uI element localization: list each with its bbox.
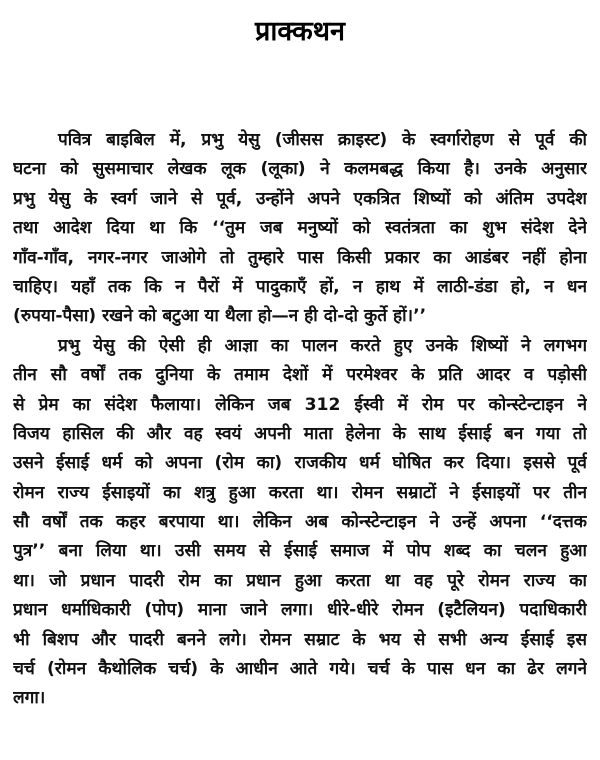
text-line: भी बिशप और पादरी बनने लगे। रोमन सम्राट के भय से सभी अन्य ईसाई इस <box>13 629 587 650</box>
text-line: रोमन राज्य ईसाइयों का शत्रु हुआ करता था। रोमन सम्राटों ने ईसाइयों पर तीन <box>13 482 587 503</box>
text-line: चर्च (रोमन कैथोलिक चर्च) के आधीन आते गये। चर्च के पास धन का ढेर लगने <box>13 659 587 680</box>
page-title: प्राक्कथन <box>254 16 346 47</box>
text-line: घटना को सुसमाचार लेखक लूक (लूका) ने कलमबद्ध किया है। उनके अनुसार <box>13 159 587 180</box>
text-line: प्रभु येसु के स्वर्ग जाने से पूर्व, उन्होंने अपने एकत्रित शिष्यों को अंतिम उपदेश <box>13 188 587 209</box>
text-line: चाहिए। यहाँ तक कि न पैरों में पादुकाएँ हों, न हाथ में लाठी-डंडा हो, न धन <box>13 276 587 297</box>
text-line: (रुपया-पैसा) रखने को बटुआ या थैला हो—न ही दो-दो कुर्ते हों।’’ <box>13 306 427 327</box>
text-line: गाँव-गाँव, नगर-नगर जाओगे तो तुम्हारे पास किसी प्रकार का आडंबर नहीं होना <box>13 247 587 268</box>
text-line: विजय हासिल की और वह स्वयं अपनी माता हेलेना के साथ ईसाई बन गया तो <box>13 423 587 444</box>
paragraph-1 <box>13 126 587 332</box>
paragraph-2 <box>13 332 587 714</box>
text-line: लगा। <box>13 688 46 709</box>
text-line: प्रभु येसु की ऐसी ही आज्ञा का पालन करते हुए उनके शिष्यों ने लगभग <box>58 335 587 356</box>
text-line: से प्रेम का संदेश फैलाया। लेकिन जब 312 ईस्वी में रोम पर कोन्स्टेन्टाइन ने <box>13 394 587 415</box>
text-line: तीन सौ वर्षों तक दुनिया के तमाम देशों में परमेश्वर के प्रति आदर व पड़ोसी <box>13 365 587 386</box>
text-line: तथा आदेश दिया था कि ‘‘तुम जब मनुष्यों को स्वतंत्रता का शुभ संदेश देने <box>13 218 587 239</box>
text-line: प्रधान धर्माधिकारी (पोप) माना जाने लगा। धीरे-धीरे रोमन (इटैलियन) पदाधिकारी <box>13 600 587 621</box>
text-line: उसने ईसाई धर्म को अपना (रोम का) राजकीय धर्म घोषित कर दिया। इससे पूर्व <box>13 453 587 474</box>
text-line: था। जो प्रधान पादरी रोम का प्रधान हुआ करता था वह पूरे रोमन राज्य का <box>13 570 587 591</box>
text-line: पवित्र बाइबिल में, प्रभु येसु (जीसस क्राइस्ट) के स्वर्गारोहण से पूर्व की <box>58 130 587 150</box>
text-line: सौ वर्षों तक कहर बरपाया था। लेकिन अब कोन्स्टेन्टाइन ने उन्हें अपना ‘‘दत्तक <box>13 512 587 533</box>
text-line: पुत्र’’ बना लिया था। उसी समय से ईसाई समाज में पोप शब्द का चलन हुआ <box>13 541 587 562</box>
document-body <box>13 126 587 714</box>
